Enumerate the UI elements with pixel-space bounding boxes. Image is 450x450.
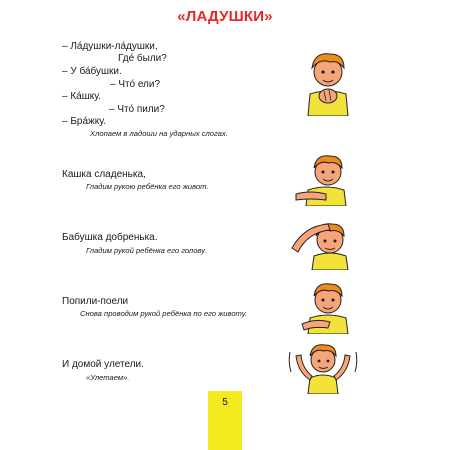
boy-belly-again-illustration <box>296 280 360 334</box>
instruction-3: Гладим рукой ребёнка его голову. <box>86 246 207 255</box>
verse-line-7: – Бра́жку. <box>62 116 106 127</box>
verse-line-11: И домой улетели. <box>62 359 144 370</box>
instruction-4: Снова проводим рукой ребёнка по его животу. <box>80 309 248 318</box>
verse-line-8: Кашка сладенька, <box>62 169 146 180</box>
verse-line-4: – Что́ ели? <box>110 79 161 90</box>
verse-line-6: – Что́ пили? <box>109 104 165 115</box>
verse-line-5: – Ка́шку. <box>62 91 102 102</box>
boy-head-illustration <box>290 218 360 270</box>
verse-line-9: Бабушка добренька. <box>62 232 158 243</box>
boy-belly-illustration <box>292 152 360 206</box>
verse-line-2: Где́ были? <box>118 53 167 64</box>
boy-flying-illustration <box>286 338 360 394</box>
instruction-2: Гладим рукою ребёнка его живот. <box>86 182 209 191</box>
boy-clapping-illustration <box>296 46 360 116</box>
verse-line-10: Попили-поели <box>62 296 129 307</box>
page-number: 5 <box>222 397 228 408</box>
verse-line-3: – У ба́бушки. <box>62 66 122 77</box>
verse-line-1: – Ла́душки-ла́душки, <box>62 41 158 52</box>
page-title: «ЛАДУШКИ» <box>177 8 273 25</box>
page-number-box <box>208 391 242 450</box>
instruction-5: «Улетаем». <box>86 373 130 382</box>
instruction-1: Хлопаем в ладоши на ударных слогах. <box>90 129 228 138</box>
